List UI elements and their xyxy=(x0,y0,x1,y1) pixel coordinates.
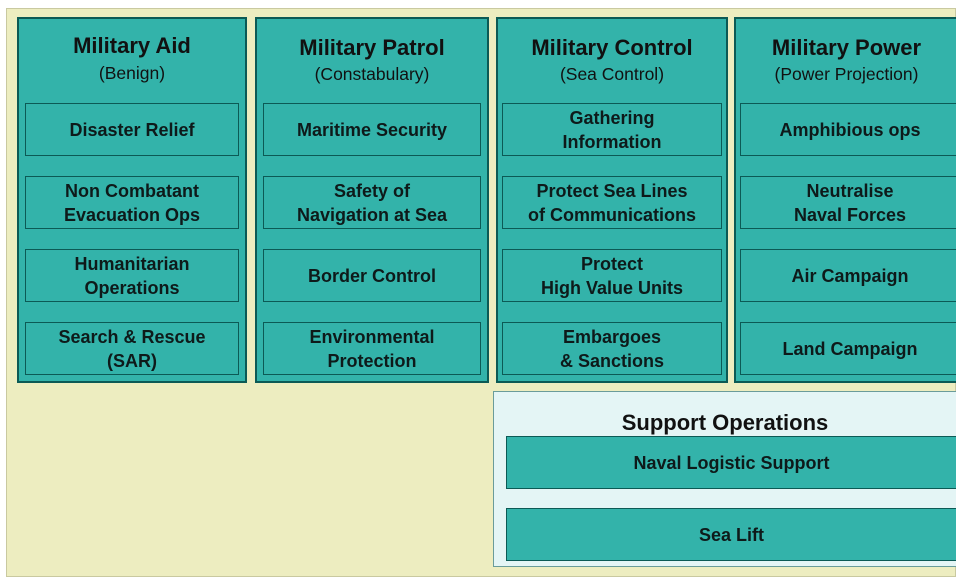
item-box: Embargoes & Sanctions xyxy=(502,322,722,375)
item-box: Disaster Relief xyxy=(25,103,239,156)
column-title: Military Power xyxy=(771,35,922,60)
column-military-power xyxy=(734,17,956,383)
column-military-aid xyxy=(17,17,247,383)
column-title: Military Patrol xyxy=(299,35,445,60)
item-box: Humanitarian Operations xyxy=(25,249,239,302)
item-box: Amphibious ops xyxy=(740,103,956,156)
column-subtitle: (Power Projection) xyxy=(774,64,919,84)
column-title: Military Control xyxy=(531,35,693,60)
item-box: Protect Sea Lines of Communications xyxy=(502,176,722,229)
item-box: Protect High Value Units xyxy=(502,249,722,302)
support-item-box: Naval Logistic Support xyxy=(506,436,956,489)
item-box: Safety of Navigation at Sea xyxy=(263,176,481,229)
support-title: Support Operations xyxy=(621,410,829,435)
item-box: Gathering Information xyxy=(502,103,722,156)
support-item-box: Sea Lift xyxy=(506,508,956,561)
column-military-control xyxy=(496,17,728,383)
item-box: Non Combatant Evacuation Ops xyxy=(25,176,239,229)
item-box: Border Control xyxy=(263,249,481,302)
item-box: Land Campaign xyxy=(740,322,956,375)
item-box: Search & Rescue (SAR) xyxy=(25,322,239,375)
support-operations-panel xyxy=(493,391,956,567)
column-subtitle: (Sea Control) xyxy=(559,64,665,84)
item-box: Air Campaign xyxy=(740,249,956,302)
column-title: Military Aid xyxy=(73,33,191,58)
item-box: Neutralise Naval Forces xyxy=(740,176,956,229)
diagram-canvas xyxy=(6,8,956,577)
column-military-patrol xyxy=(255,17,489,383)
column-subtitle: (Constabulary) xyxy=(314,64,430,84)
item-box: Maritime Security xyxy=(263,103,481,156)
column-subtitle: (Benign) xyxy=(98,63,166,83)
item-box: Environmental Protection xyxy=(263,322,481,375)
